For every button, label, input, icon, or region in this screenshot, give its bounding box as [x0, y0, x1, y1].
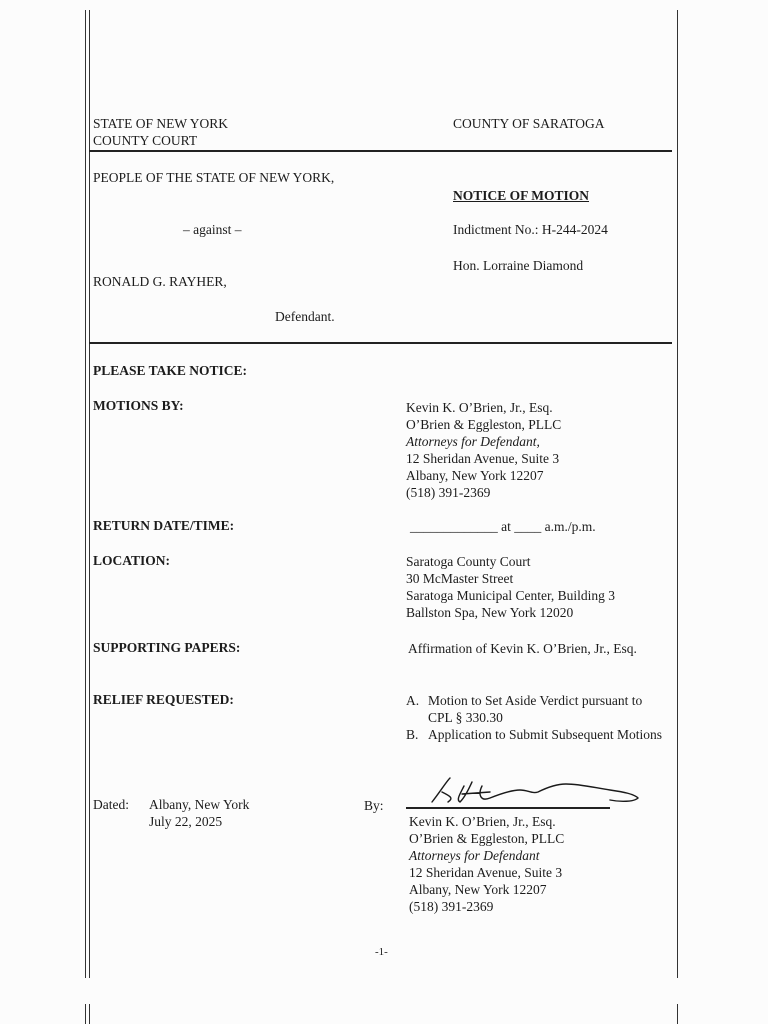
location-label: LOCATION: [93, 553, 171, 568]
right-margin-rule [677, 10, 678, 978]
motions-by-label: MOTIONS BY: [93, 398, 184, 413]
court-state: STATE OF NEW YORK [93, 116, 229, 131]
dated-date: July 22, 2025 [149, 814, 223, 829]
indictment-number: Indictment No.: H-244-2024 [453, 222, 608, 237]
relief-item-text: Motion to Set Aside Verdict pursuant to CPL § 330.30 [428, 693, 643, 725]
defendant-role: Defendant. [275, 309, 335, 324]
attorney-phone: (518) 391-2369 [406, 485, 491, 500]
defendant-name: RONALD G. RAYHER, [93, 274, 227, 289]
relief-item [406, 692, 668, 726]
location-block [406, 553, 615, 621]
relief-item [406, 726, 668, 743]
signer-street: 12 Sheridan Avenue, Suite 3 [409, 865, 563, 880]
signer-city: Albany, New York 12207 [409, 882, 547, 897]
dated-place: Albany, New York [149, 797, 250, 812]
signer-phone: (518) 391-2369 [409, 899, 494, 914]
caption-top-rule [89, 150, 672, 152]
next-page-left-rule [85, 1004, 86, 1024]
motions-by-block [406, 399, 561, 501]
relief-item-marker: B. [406, 727, 419, 742]
relief-list [406, 692, 668, 743]
court-name: COUNTY COURT [93, 133, 198, 148]
signer-firm: O’Brien & Eggleston, PLLC [409, 831, 565, 846]
location-line-1: Saratoga County Court [406, 554, 531, 569]
signer-name: Kevin K. O’Brien, Jr., Esq. [409, 814, 556, 829]
judge-name: Hon. Lorraine Diamond [453, 258, 584, 273]
supporting-papers-label: SUPPORTING PAPERS: [93, 640, 241, 655]
signature-line [406, 807, 610, 809]
attorney-role: Attorneys for Defendant, [406, 434, 540, 449]
return-date-label: RETURN DATE/TIME: [93, 518, 235, 533]
county-name: COUNTY OF SARATOGA [453, 116, 605, 131]
caption-bottom-rule [89, 342, 672, 344]
next-page-left-rule-inner [89, 1004, 90, 1024]
relief-item-marker: A. [406, 693, 420, 708]
location-line-4: Ballston Spa, New York 12020 [406, 605, 574, 620]
document-title: NOTICE OF MOTION [453, 188, 590, 203]
handwritten-signature [420, 772, 650, 812]
dated-label: Dated: [93, 797, 129, 812]
location-line-3: Saratoga Municipal Center, Building 3 [406, 588, 616, 603]
next-page-right-rule [677, 1004, 678, 1024]
relief-item-text: Application to Submit Subsequent Motions [428, 727, 663, 742]
please-take-notice: PLEASE TAKE NOTICE: [93, 363, 248, 378]
page-number: -1- [375, 946, 388, 958]
return-date-value: _____________ at ____ a.m./p.m. [410, 519, 596, 534]
supporting-papers-value: Affirmation of Kevin K. O’Brien, Jr., Esq. [408, 641, 637, 656]
signer-role: Attorneys for Defendant [409, 848, 540, 863]
attorney-city: Albany, New York 12207 [406, 468, 544, 483]
attorney-street: 12 Sheridan Avenue, Suite 3 [406, 451, 560, 466]
left-margin-rule [85, 10, 86, 978]
attorney-firm: O’Brien & Eggleston, PLLC [406, 417, 562, 432]
by-label: By: [364, 798, 384, 813]
location-line-2: 30 McMaster Street [406, 571, 514, 586]
attorney-name: Kevin K. O’Brien, Jr., Esq. [406, 400, 553, 415]
relief-requested-label: RELIEF REQUESTED: [93, 692, 234, 707]
against-label: – against – [183, 222, 242, 237]
plaintiff-name: PEOPLE OF THE STATE OF NEW YORK, [93, 170, 335, 185]
left-margin-rule-inner [89, 10, 90, 978]
signature-block [409, 813, 564, 915]
